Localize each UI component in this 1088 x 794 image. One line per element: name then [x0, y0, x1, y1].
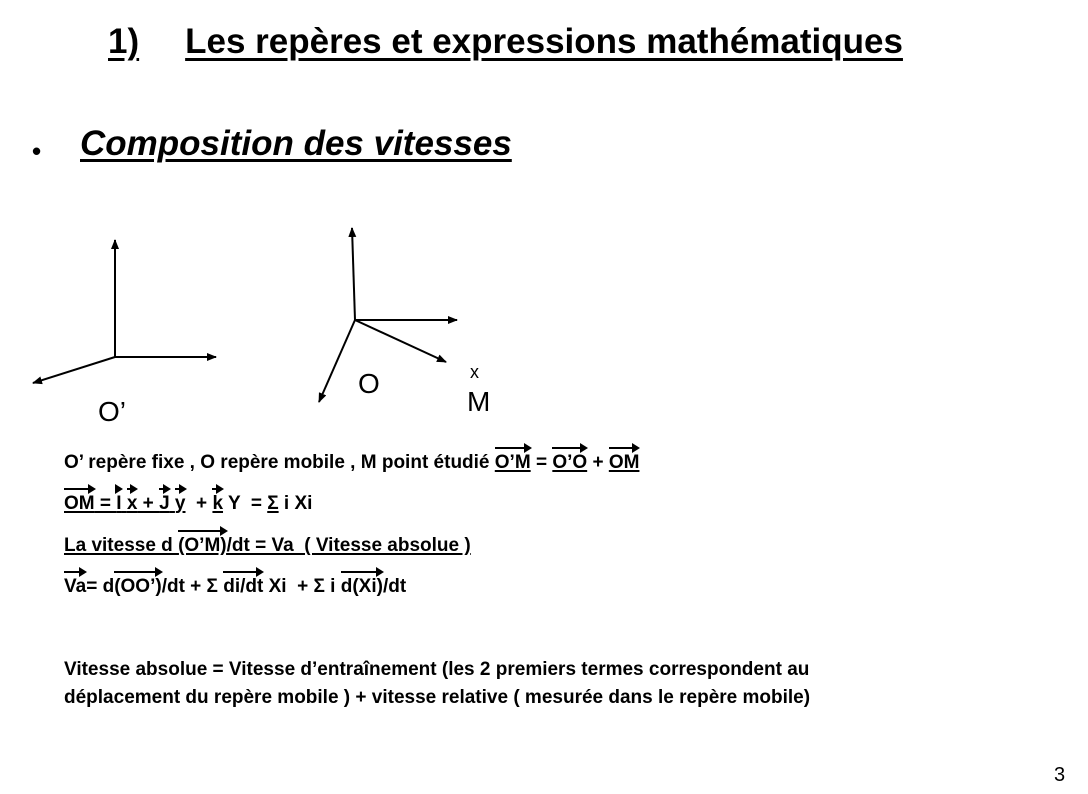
eq4-equals: = d — [86, 576, 115, 597]
eq2-vector-OM: OM — [64, 493, 95, 514]
slide-title — [108, 22, 903, 62]
eq2-vector-J: J — [159, 493, 170, 514]
eq4-vector-dXi: d(Xi) — [340, 576, 383, 597]
equation-line-4 — [64, 576, 406, 598]
eq3-vector-OprimeM: (O’M) — [178, 535, 227, 556]
equation-line-2 — [64, 493, 312, 515]
mobile-frame-axes — [319, 228, 457, 402]
point-label: M — [467, 386, 491, 417]
equation-line-3 — [64, 535, 471, 557]
eq2-sigma: Σ — [267, 493, 279, 514]
eq2-sum-term: i Xi — [278, 493, 313, 514]
eq1-plus: + — [587, 452, 609, 473]
eq1-text: O’ repère fixe , O repère mobile , M point étudié — [64, 452, 495, 473]
eq1-vector-OprimeM: O’M — [494, 452, 531, 473]
bullet-icon: • — [32, 136, 42, 166]
eq4-vector-OOprime: (OO’) — [114, 576, 162, 597]
note-line-1: Vitesse absolue = Vitesse d’entraînement (les 2 premiers termes correspondent au — [64, 659, 810, 680]
eq3-rest: /dt = Va ( Vitesse absolue ) — [226, 535, 471, 556]
point-marker: x — [470, 362, 479, 382]
section-subtitle: Composition des vitesses — [80, 124, 512, 163]
eq2-vector-y: y — [174, 493, 186, 514]
fixed-frame-x-axis — [33, 357, 115, 383]
eq2-equals: = — [94, 493, 117, 514]
eq1-vector-OM: OM — [608, 452, 640, 473]
fixed-frame-label: O’ — [98, 396, 126, 427]
eq4-vector-di-dt: di/dt — [223, 576, 264, 597]
mobile-frame-x-axis — [355, 320, 446, 362]
eq2-plus-2: + — [185, 493, 213, 514]
eq2-vector-I: I — [116, 493, 122, 514]
equation-line-1 — [64, 452, 639, 474]
eq2-vector-x: x — [126, 493, 138, 514]
mobile-frame-w-axis — [319, 320, 355, 402]
eq4-sigma-2: Xi + Σ i — [263, 576, 341, 597]
mobile-frame-z-axis — [352, 228, 355, 320]
title-text: Les repères et expressions mathématiques — [185, 22, 903, 61]
mobile-frame-label: O — [358, 368, 380, 399]
fixed-frame-axes — [33, 240, 216, 383]
eq3-text: La vitesse d — [64, 535, 179, 556]
eq4-dt: /dt — [382, 576, 407, 597]
eq1-vector-OprimeO: O’O — [552, 452, 588, 473]
eq2-Y-equals: Y = — [223, 493, 268, 514]
eq2-vector-k: k — [212, 493, 224, 514]
title-number: 1) — [108, 22, 140, 61]
eq2-plus-1: + — [137, 493, 160, 514]
eq1-equals: = — [530, 452, 553, 473]
eq4-vector-Va: Va — [64, 576, 87, 597]
note-line-2: déplacement du repère mobile ) + vitesse relative ( mesurée dans le repère mobile) — [64, 687, 811, 708]
page-number: 3 — [1054, 764, 1066, 786]
explanation-note — [64, 656, 984, 712]
eq4-sigma-1: /dt + Σ — [161, 576, 224, 597]
